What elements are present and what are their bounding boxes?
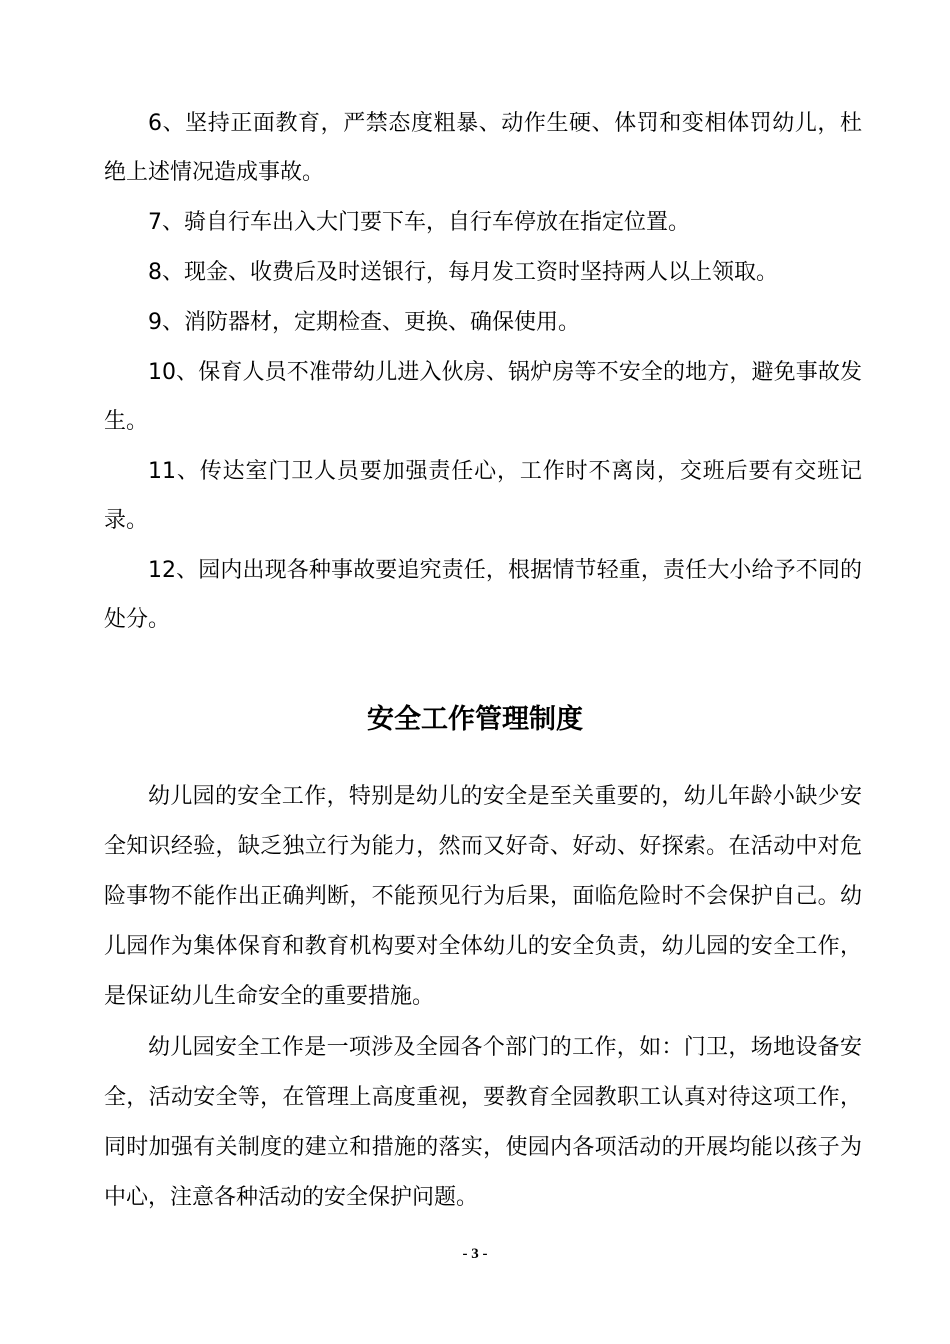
rule-item-11: 11、传达室门卫人员要加强责任心，工作时不离岗，交班后要有交班记录。 (104, 459, 862, 533)
section-title: 安全工作管理制度 (367, 704, 583, 735)
page-number: - 3 - (462, 1246, 488, 1262)
rule-item-10: 10、保育人员不准带幼儿进入伙房、锅炉房等不安全的地方，避免事故发生。 (104, 360, 862, 434)
intro-paragraph-2: 幼儿园安全工作是一项涉及全园各个部门的工作，如：门卫，场地设备安全，活动安全等，在管理上高度重视，要教育全园教职工认真对待这项工作，同时加强有关制度的建立和措施的落实，使园内各项活动的开展均能以孩子为中心，注意各种活动的安全保护问题。 (104, 1035, 862, 1210)
intro-paragraph-1: 幼儿园的安全工作，特别是幼儿的安全是至关重要的，幼儿年龄小缺少安全知识经验，缺乏独立行为能力，然而又好奇、好动、好探索。在活动中对危险事物不能作出正确判断，不能预见行为后果，面临危险时不会保护自己。幼儿园作为集体保育和教育机构要对全体幼儿的安全负责，幼儿园的安全工作，是保证幼儿生命安全的重要措施。 (104, 784, 862, 1009)
rule-item-7: 7、骑自行车出入大门要下车，自行车停放在指定位置。 (148, 210, 690, 235)
rules-list (104, 99, 862, 645)
rule-item-12: 12、园内出现各种事故要追究责任，根据情节轻重，责任大小给予不同的处分。 (104, 558, 862, 632)
rule-item-9: 9、消防器材，定期检查、更换、确保使用。 (148, 310, 580, 335)
rule-item-6: 6、坚持正面教育，严禁态度粗暴、动作生硬、体罚和变相体罚幼儿，杜绝上述情况造成事故。 (104, 111, 862, 185)
intro-section (104, 772, 862, 1224)
rule-item-8: 8、现金、收费后及时送银行，每月发工资时坚持两人以上领取。 (148, 260, 778, 285)
